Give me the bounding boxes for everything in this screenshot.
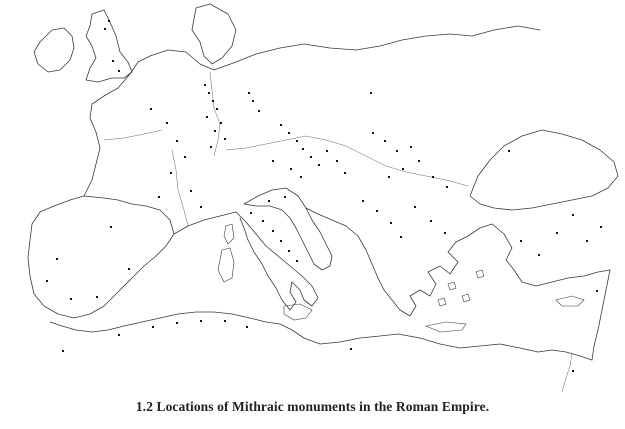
site-marker	[128, 268, 130, 270]
coast-black-sea	[470, 130, 618, 210]
site-marker	[166, 122, 168, 124]
figure-caption: 1.2 Locations of Mithraic monuments in the Roman Empire.	[135, 399, 490, 414]
site-marker	[418, 160, 420, 162]
site-marker	[220, 122, 222, 124]
site-marker	[208, 92, 210, 94]
site-marker	[296, 260, 298, 262]
river-danube	[226, 136, 468, 186]
site-marker	[104, 28, 106, 30]
coast-italy-east	[244, 188, 332, 270]
site-marker	[326, 150, 328, 152]
site-marker	[280, 240, 282, 242]
site-marker	[362, 200, 364, 202]
site-marker	[258, 110, 260, 112]
site-marker	[430, 220, 432, 222]
site-marker	[200, 320, 202, 322]
coast-levant	[592, 270, 610, 360]
island-sardinia	[218, 248, 234, 282]
site-marker	[112, 60, 114, 62]
site-marker	[384, 140, 386, 142]
site-marker	[572, 370, 574, 372]
coastlines	[28, 4, 618, 392]
site-marker	[410, 146, 412, 148]
coast-asia-minor	[492, 224, 610, 286]
coast-north-europe	[138, 26, 540, 70]
site-marker	[152, 326, 154, 328]
coast-balkans	[306, 208, 492, 316]
coast-scandinavia	[192, 4, 236, 64]
site-marker	[200, 206, 202, 208]
site-marker	[216, 108, 218, 110]
site-marker	[204, 84, 206, 86]
site-marker	[262, 220, 264, 222]
site-marker	[300, 176, 302, 178]
site-marker	[206, 116, 208, 118]
site-marker	[158, 196, 160, 198]
site-marker	[432, 176, 434, 178]
site-marker	[224, 138, 226, 140]
coast-gaul-med	[174, 212, 236, 234]
site-marker	[296, 140, 298, 142]
site-marker	[224, 320, 226, 322]
site-marker	[272, 230, 274, 232]
island-cyprus	[556, 296, 584, 306]
site-marker	[336, 160, 338, 162]
site-marker	[556, 232, 558, 234]
site-marker	[248, 92, 250, 94]
site-marker	[110, 226, 112, 228]
site-marker	[212, 100, 214, 102]
river-rhine	[210, 72, 220, 156]
site-marker	[252, 100, 254, 102]
site-marker	[176, 140, 178, 142]
site-marker	[150, 108, 152, 110]
site-marker	[446, 186, 448, 188]
site-marker	[170, 172, 172, 174]
site-marker	[284, 196, 286, 198]
site-marker	[214, 130, 216, 132]
site-marker	[572, 214, 574, 216]
site-marker	[118, 334, 120, 336]
site-marker	[390, 222, 392, 224]
river-nile	[562, 354, 572, 392]
river-rhone	[172, 150, 188, 226]
site-marker	[70, 298, 72, 300]
site-marker	[246, 326, 248, 328]
site-marker	[290, 168, 292, 170]
island-aegean-2	[462, 294, 470, 302]
site-marker	[376, 210, 378, 212]
site-marker	[96, 296, 98, 298]
site-marker	[302, 148, 304, 150]
site-marker	[318, 164, 320, 166]
site-marker	[520, 240, 522, 242]
coast-italy	[236, 212, 318, 310]
site-marker	[250, 212, 252, 214]
site-marker	[508, 150, 510, 152]
site-marker	[310, 156, 312, 158]
site-marker	[184, 156, 186, 158]
site-markers	[46, 20, 602, 372]
coast-gaul-atlantic	[84, 62, 138, 196]
site-marker	[344, 172, 346, 174]
site-marker	[288, 132, 290, 134]
island-aegean-3	[438, 298, 446, 306]
river-loire	[104, 130, 162, 140]
site-marker	[370, 92, 372, 94]
site-marker	[118, 70, 120, 72]
site-marker	[272, 160, 274, 162]
island-aegean-4	[476, 270, 484, 278]
site-marker	[268, 200, 270, 202]
site-marker	[176, 322, 178, 324]
site-marker	[414, 206, 416, 208]
island-aegean-1	[448, 282, 456, 290]
site-marker	[108, 20, 110, 22]
site-marker	[372, 132, 374, 134]
site-marker	[400, 236, 402, 238]
island-sicily	[284, 304, 312, 320]
site-marker	[600, 226, 602, 228]
site-marker	[538, 254, 540, 256]
island-corsica	[224, 224, 234, 244]
site-marker	[288, 250, 290, 252]
site-marker	[396, 150, 398, 152]
site-marker	[402, 168, 404, 170]
site-marker	[350, 348, 352, 350]
site-marker	[444, 232, 446, 234]
coast-egypt	[538, 350, 592, 360]
coast-north-africa	[50, 312, 538, 352]
site-marker	[190, 190, 192, 192]
site-marker	[62, 350, 64, 352]
island-crete	[426, 322, 466, 332]
coast-iberia	[28, 196, 174, 318]
site-marker	[280, 124, 282, 126]
site-marker	[210, 146, 212, 148]
site-marker	[586, 240, 588, 242]
coast-ireland	[34, 28, 74, 72]
site-marker	[596, 290, 598, 292]
site-marker	[46, 280, 48, 282]
site-marker	[56, 258, 58, 260]
site-marker	[388, 176, 390, 178]
